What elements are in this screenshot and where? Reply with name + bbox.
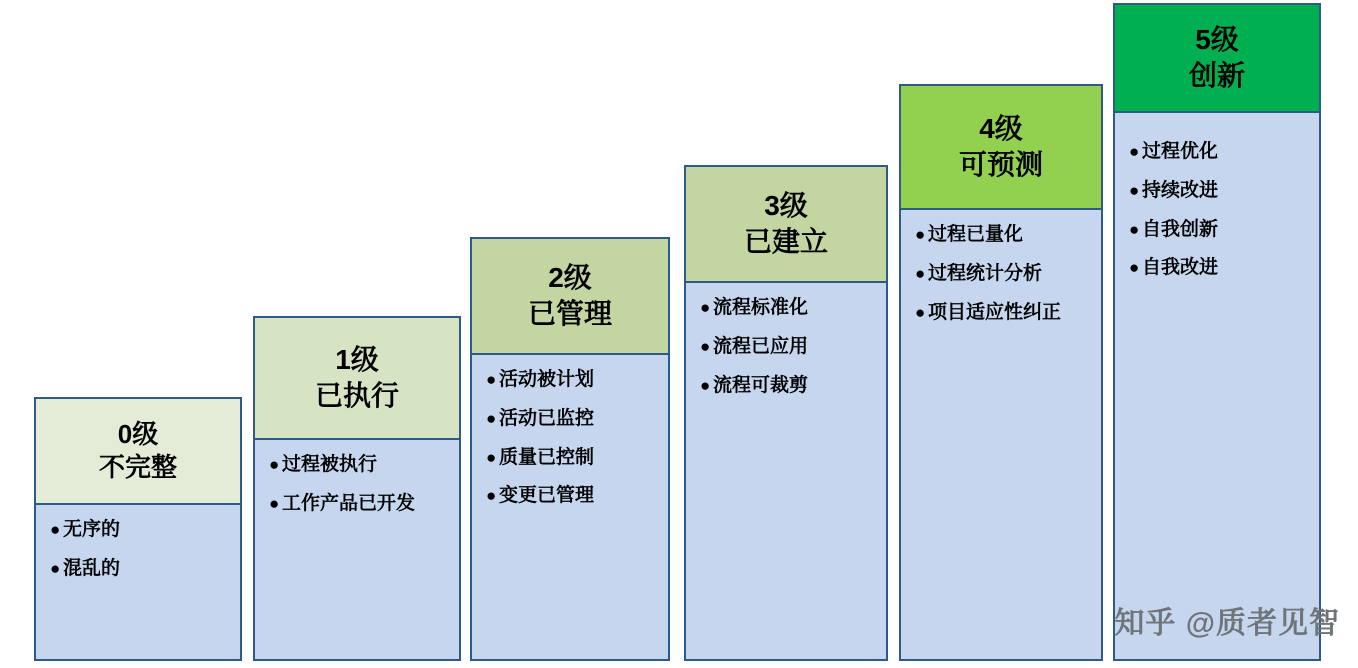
list-item-label: 持续改进: [1142, 179, 1219, 201]
bullet-icon: ●: [915, 263, 926, 283]
level-header-0: [34, 397, 242, 505]
bullet-icon: ●: [486, 370, 497, 389]
level-header-line: 3级: [764, 190, 808, 222]
list-item: [50, 558, 230, 581]
watermark: 知乎 @质者见智: [1114, 607, 1340, 640]
list-item: [700, 375, 876, 398]
bullet-icon: ●: [486, 486, 497, 506]
bullet-icon: ●: [269, 493, 280, 513]
bullet-icon: ●: [915, 302, 926, 322]
level-column-3: [684, 165, 888, 661]
bullet-icon: ●: [269, 455, 280, 474]
level-header-line: 不完整: [98, 452, 177, 482]
bullet-icon: ●: [1129, 180, 1140, 200]
list-item: [1129, 257, 1309, 280]
list-item-label: 过程统计分析: [928, 262, 1043, 284]
list-item-label: 混乱的: [63, 557, 121, 579]
list-item-label: 变更已管理: [499, 485, 595, 507]
list-item: [915, 263, 1091, 286]
level-header-line: 已建立: [743, 226, 828, 257]
list-item-label: 流程已应用: [713, 335, 809, 357]
list-item: [269, 454, 449, 477]
level-header-line: 创新: [1188, 60, 1245, 91]
list-item-label: 项目适应性纠正: [928, 301, 1062, 323]
list-item-label: 过程已量化: [928, 224, 1024, 245]
level-header-3: [684, 165, 888, 283]
level-body-5: [1113, 113, 1321, 661]
level-header-line: 已执行: [314, 380, 399, 411]
level-header-line: 1级: [335, 344, 379, 376]
list-item-label: 流程可裁剪: [713, 374, 809, 396]
level-body-1: [253, 440, 461, 661]
list-item: [486, 485, 658, 508]
bullet-icon: ●: [486, 408, 497, 428]
list-item-label: 无序的: [63, 519, 121, 540]
list-item: [486, 447, 658, 470]
level-column-1: [253, 316, 461, 661]
bullet-icon: ●: [1129, 258, 1140, 278]
list-item-label: 流程标准化: [713, 297, 809, 318]
bullet-icon: ●: [915, 225, 926, 244]
level-body-4: [899, 210, 1103, 661]
bullet-icon: ●: [700, 298, 711, 317]
list-item: [486, 369, 658, 392]
list-item: [50, 519, 230, 542]
list-item-label: 自我改进: [1142, 257, 1219, 279]
bullet-icon: ●: [1129, 219, 1140, 239]
level-column-5: [1113, 3, 1321, 661]
list-item-label: 工作产品已开发: [282, 492, 416, 514]
bullet-icon: ●: [50, 520, 61, 539]
level-header-5: [1113, 3, 1321, 113]
list-item: [915, 224, 1091, 247]
list-item-label: 质量已控制: [499, 446, 595, 468]
list-item: [915, 302, 1091, 325]
level-body-0: [34, 505, 242, 661]
bullet-icon: ●: [486, 447, 497, 467]
list-item-label: 自我创新: [1142, 218, 1219, 240]
level-column-4: [899, 84, 1103, 661]
level-header-line: 已管理: [527, 298, 612, 329]
list-item-label: 活动已监控: [499, 407, 595, 429]
list-item: [1129, 219, 1309, 242]
list-item-label: 活动被计划: [499, 369, 595, 390]
level-header-1: [253, 316, 461, 440]
bullet-icon: ●: [50, 558, 61, 578]
list-item: [700, 336, 876, 359]
level-header-2: [470, 237, 670, 355]
level-body-3: [684, 283, 888, 661]
bullet-icon: ●: [1129, 142, 1140, 161]
level-header-4: [899, 84, 1103, 210]
bullet-icon: ●: [700, 336, 711, 356]
list-item-label: 过程被执行: [282, 454, 378, 475]
level-header-line: 0级: [117, 418, 159, 449]
level-header-line: 可预测: [958, 149, 1043, 180]
list-item: [486, 408, 658, 431]
level-header-line: 2级: [548, 262, 592, 294]
list-item: [700, 297, 876, 320]
level-header-line: 5级: [1195, 24, 1239, 56]
list-item-label: 过程优化: [1142, 141, 1219, 162]
level-header-line: 4级: [979, 113, 1023, 145]
list-item: [1129, 180, 1309, 203]
list-item: [269, 493, 449, 516]
level-body-2: [470, 355, 670, 661]
bullet-icon: ●: [700, 375, 711, 395]
level-column-0: [34, 397, 242, 661]
level-column-2: [470, 237, 670, 661]
list-item: [1129, 141, 1309, 164]
